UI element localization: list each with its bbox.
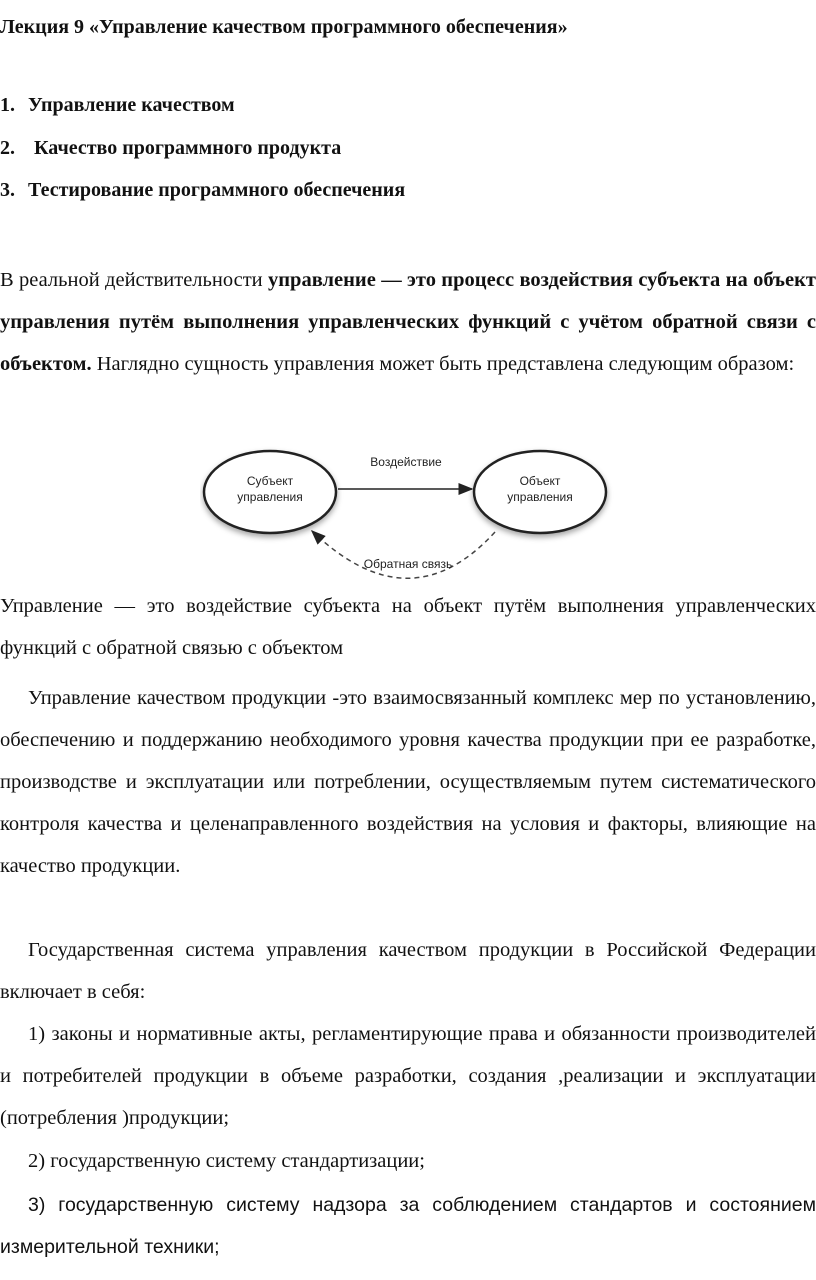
management-diagram xyxy=(200,440,620,590)
feedback-label: Обратная связь xyxy=(363,557,453,571)
toc-item-1 xyxy=(0,90,235,120)
quality-management-paragraph: Управление качеством продукции -это взаимосвязанный комплекс мер по установлению, обеспечению и поддержанию необходимого уровня качества продукции при ее разработке, производстве и эксплуатации или потреблении, осуществляемым путем систематического контроля качества и целенаправленного воздействия на условия и факторы, влияющие на качество продукции. xyxy=(0,687,816,877)
lecture-title: Лекция 9 «Управление качеством программного обеспечения» xyxy=(0,16,568,38)
intro-suffix: Наглядно сущность управления может быть представлена следующим образом: xyxy=(91,353,795,375)
toc-number: 2. xyxy=(0,137,15,159)
action-label: Воздействие xyxy=(370,455,442,469)
toc-item-3 xyxy=(0,175,405,205)
toc-number: 3. xyxy=(0,179,15,201)
state-system-paragraph: Государственная система управления качеством продукции в Российской Федерации включает в себя: xyxy=(0,939,816,1003)
subject-label-line2: управления xyxy=(237,490,303,504)
intro-prefix: В реальной действительности xyxy=(0,269,268,291)
object-label-line2: управления xyxy=(507,490,573,504)
feedback-arrow xyxy=(312,531,495,578)
definition-caption: Управление — это воздействие субъекта на объект путём выполнения управленческих функций с обратной связью с объектом xyxy=(0,595,816,659)
toc-label: Управление качеством xyxy=(28,94,235,116)
management-definition: управление — это процесс воздействия субъекта на объект управления путём выполнения управленческих функций с учётом обратной связи с объектом. xyxy=(0,269,816,375)
list-item-2: 2) государственную систему стандартизации; xyxy=(28,1150,425,1172)
toc-item-2 xyxy=(0,133,341,163)
list-item-1: 1) законы и нормативные акты, регламентирующие права и обязанности производителей и потребителей продукции в объеме разработки, создания ,реализации и эксплуатации (потребления )продукции; xyxy=(0,1023,816,1129)
subject-label-line1: Субъект xyxy=(246,474,294,488)
intro-paragraph xyxy=(0,259,816,385)
toc-number: 1. xyxy=(0,94,15,116)
toc-label: Тестирование программного обеспечения xyxy=(28,179,406,201)
object-label-line1: Объект xyxy=(519,474,561,488)
toc-label: Качество программного продукта xyxy=(34,137,342,159)
list-item-3: 3) государственную систему надзора за соблюдением стандартов и состоянием измерительной техники; xyxy=(0,1194,816,1258)
